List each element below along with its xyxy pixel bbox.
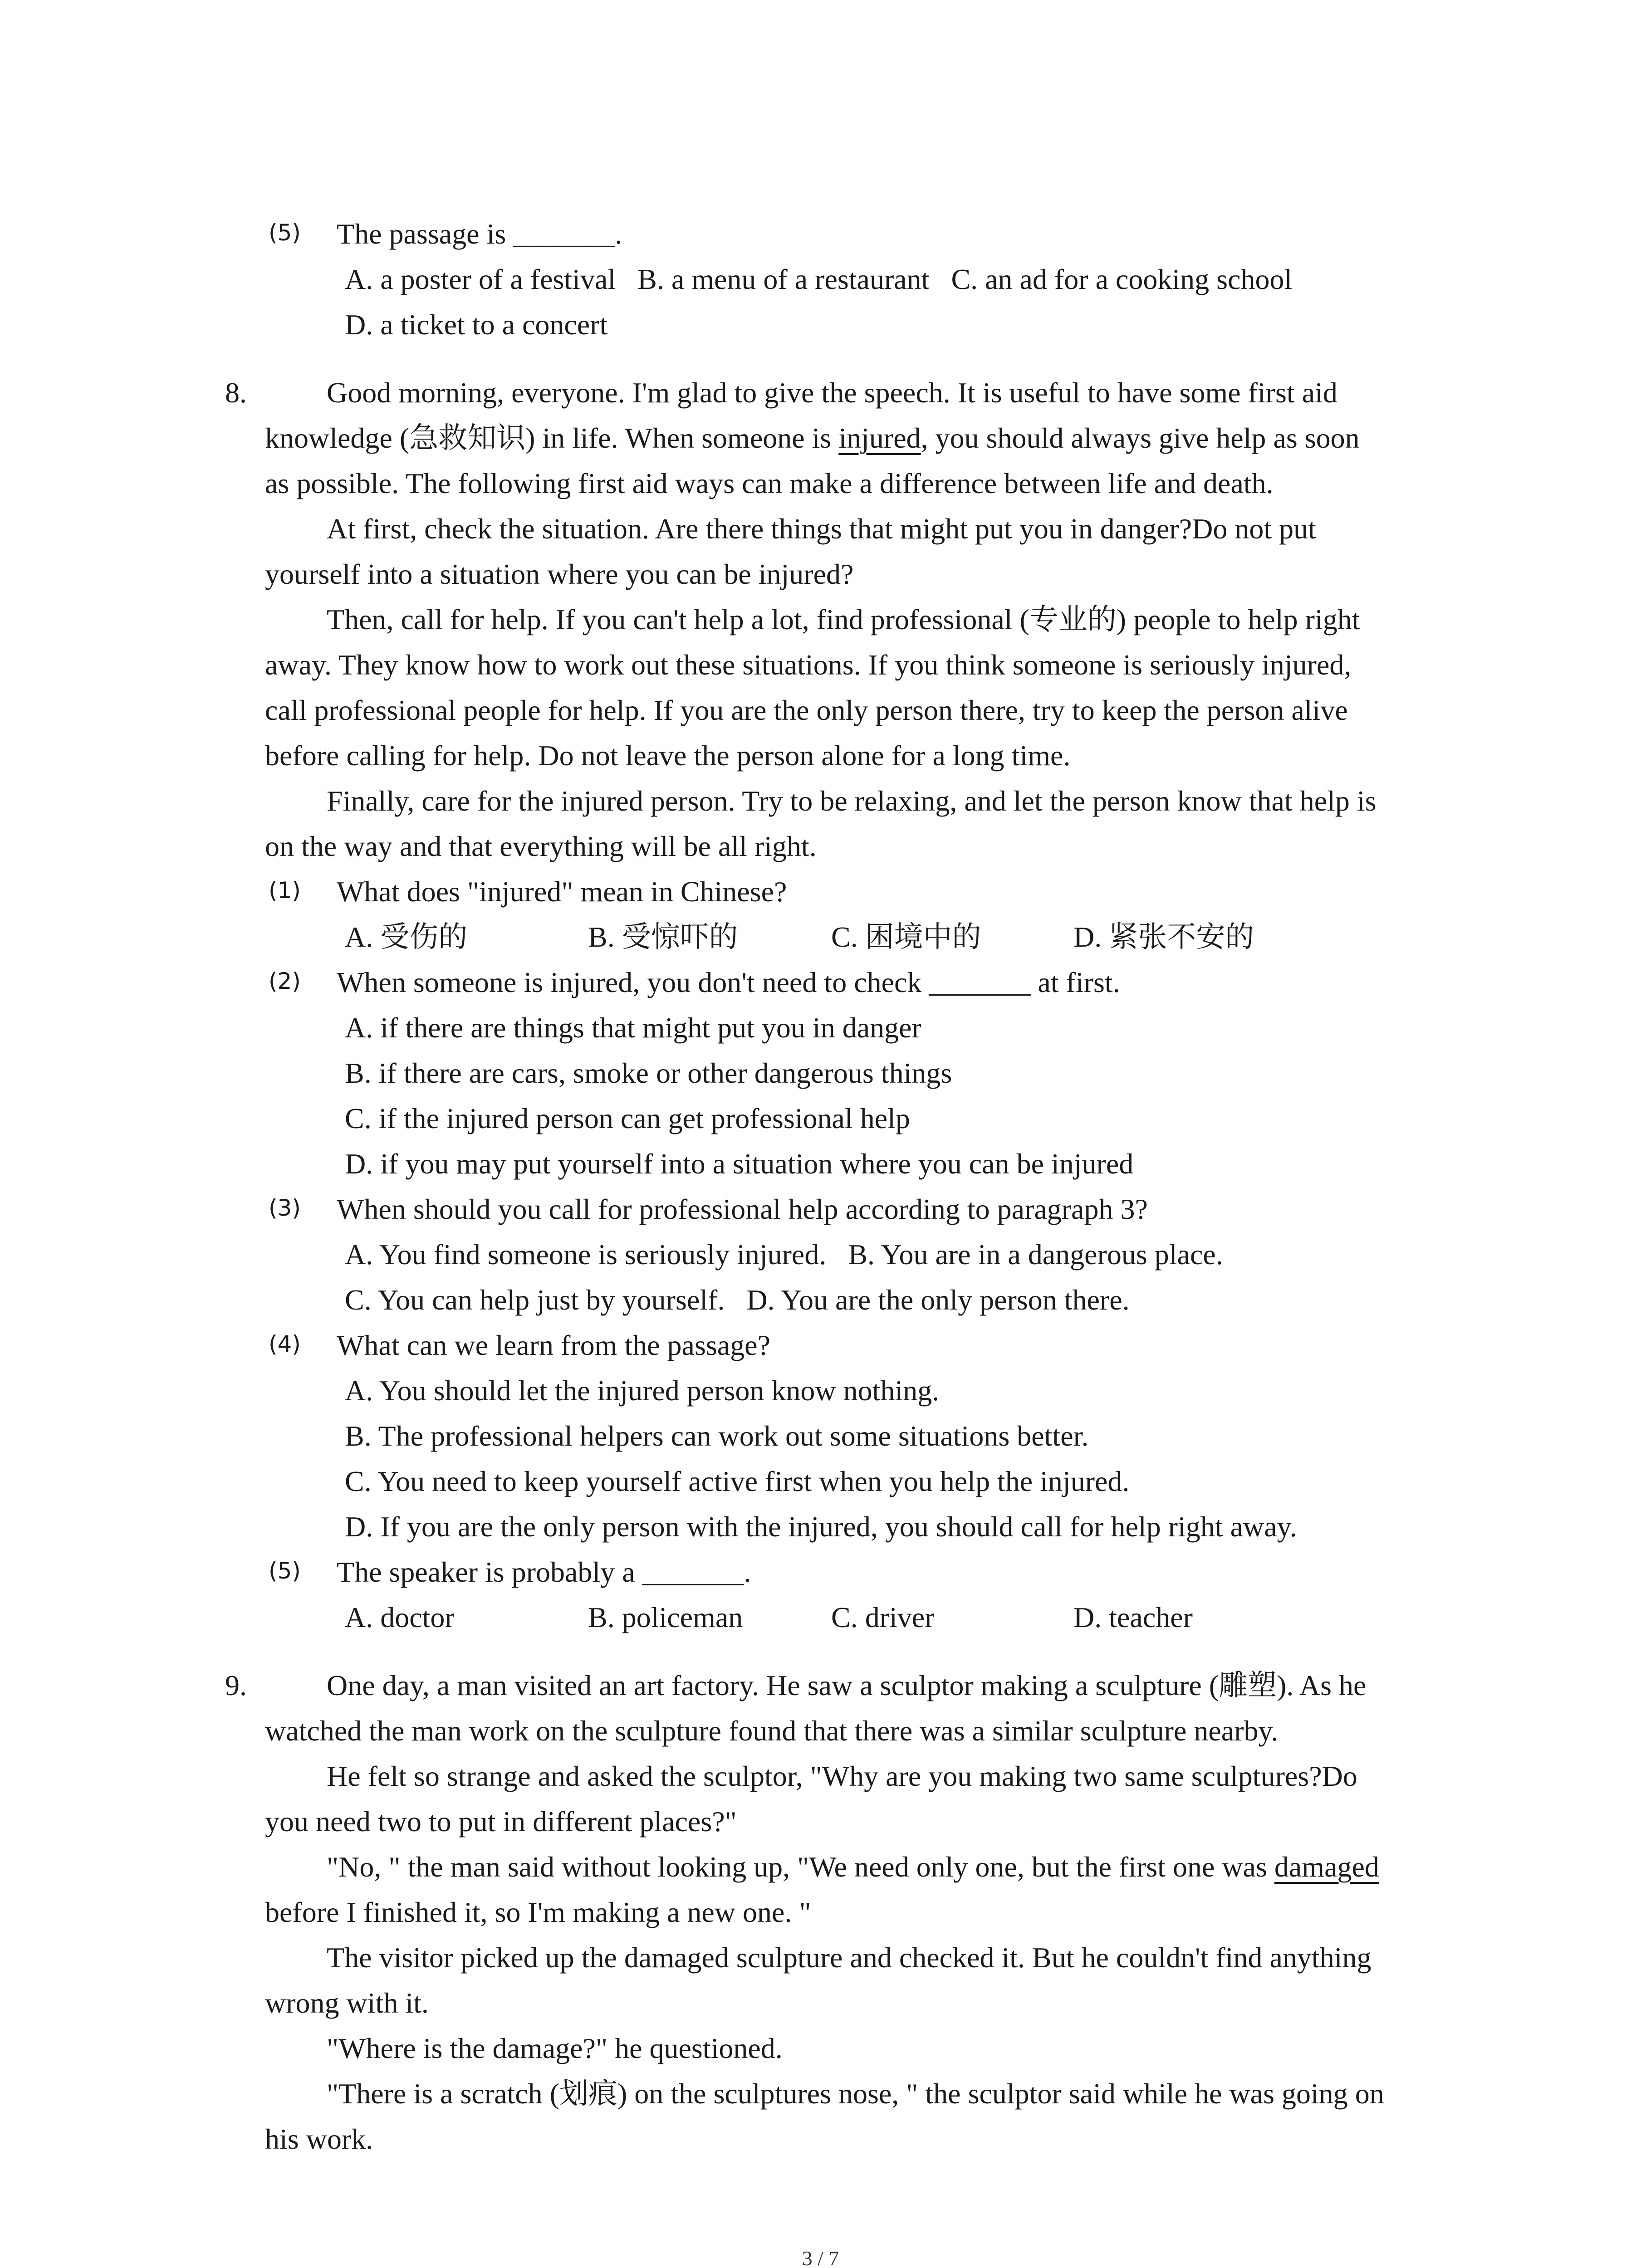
option-d: D. if you may put yourself into a situation where you can be injured	[345, 1148, 1134, 1180]
option-c: C. 困境中的	[831, 921, 981, 953]
sub-number: (2)	[269, 968, 301, 994]
option-c: C. driver	[831, 1601, 935, 1633]
passage-line: wrong with it.	[265, 1987, 429, 2019]
text-span: knowledge (急救知识) in life. When someone is	[265, 422, 839, 454]
sub-question-stem: When someone is injured, you don't need to check _______ at first.	[337, 966, 1120, 998]
text-span: "No, " the man said without looking up, "We need only one, but the first one was	[327, 1851, 1274, 1883]
option-d: D. 紧张不安的	[1073, 921, 1254, 953]
question-number: 8.	[225, 376, 247, 409]
option-d: D. If you are the only person with the injured, you should call for help right away.	[345, 1510, 1297, 1543]
options-line: C. You can help just by yourself. D. You are the only person there.	[345, 1284, 1130, 1316]
sub-question-stem: The passage is _______.	[337, 218, 622, 250]
sub-question-stem: When should you call for professional help according to paragraph 3?	[337, 1193, 1148, 1225]
options-line: A. You find someone is seriously injured. B. You are in a dangerous place.	[345, 1238, 1223, 1271]
passage-line: his work.	[265, 2123, 373, 2155]
option-a: A. 受伤的	[345, 921, 468, 953]
passage-line: The visitor picked up the damaged sculpture and checked it. But he couldn't find anything	[327, 1941, 1372, 1974]
passage-line: away. They know how to work out these situations. If you think someone is seriously injured,	[265, 649, 1352, 681]
passage-line: before calling for help. Do not leave the person alone for a long time.	[265, 739, 1071, 772]
options-line: A. a poster of a festival B. a menu of a restaurant C. an ad for a cooking school	[345, 263, 1293, 295]
passage-line: "There is a scratch (划痕) on the sculptures nose, " the sculptor said while he was going on	[327, 2077, 1384, 2110]
option-b: B. if there are cars, smoke or other dangerous things	[345, 1057, 952, 1089]
question-number: 9.	[225, 1669, 247, 1701]
sub-question-stem: What does "injured" mean in Chinese?	[337, 875, 787, 908]
underlined-word: injured	[838, 422, 921, 454]
text-span: , you should always give help as soon	[921, 422, 1360, 454]
option-a: A. if there are things that might put you in danger	[345, 1012, 921, 1044]
sub-number: (5)	[269, 220, 301, 246]
sub-number: (1)	[269, 877, 301, 904]
passage-line: before I finished it, so I'm making a new one. "	[265, 1896, 811, 1928]
passage-line: "Where is the damage?" he questioned.	[327, 2032, 783, 2064]
option-b: B. The professional helpers can work out some situations better.	[345, 1420, 1089, 1452]
passage-line: you need two to put in different places?"	[265, 1805, 737, 1838]
options-line: D. a ticket to a concert	[345, 308, 608, 341]
option-b: B. policeman	[588, 1601, 743, 1633]
option-c: C. if the injured person can get professional help	[345, 1102, 910, 1134]
option-a: A. You should let the injured person know nothing.	[345, 1374, 940, 1407]
passage-line: At first, check the situation. Are there things that might put you in danger?Do not put	[327, 513, 1316, 545]
passage-line: Finally, care for the injured person. Try to be relaxing, and let the person know that help is	[327, 785, 1376, 817]
passage-line: call professional people for help. If you are the only person there, try to keep the person alive	[265, 694, 1348, 726]
underlined-word: damaged	[1274, 1851, 1379, 1883]
passage-line: watched the man work on the sculpture found that there was a similar sculpture nearby.	[265, 1715, 1279, 1747]
option-b: B. 受惊吓的	[588, 921, 738, 953]
passage-line: One day, a man visited an art factory. He saw a sculptor making a sculpture (雕塑). As he	[327, 1669, 1367, 1701]
passage-line	[327, 1853, 1379, 1882]
option-a: A. doctor	[345, 1601, 455, 1633]
sub-question-stem: What can we learn from the passage?	[337, 1329, 770, 1361]
passage-line: as possible. The following first aid ways can make a difference between life and death.	[265, 467, 1274, 499]
passage-line: yourself into a situation where you can be injured?	[265, 558, 854, 590]
passage-line: Then, call for help. If you can't help a lot, find professional (专业的) people to help right	[327, 603, 1360, 635]
passage-line: He felt so strange and asked the sculptor, "Why are you making two same sculptures?Do	[327, 1760, 1357, 1792]
sub-question-stem: The speaker is probably a _______.	[337, 1556, 751, 1588]
passage-line	[265, 424, 1360, 453]
sub-number: (4)	[269, 1331, 301, 1357]
option-d: D. teacher	[1073, 1601, 1193, 1633]
passage-line: on the way and that everything will be all right.	[265, 830, 817, 862]
passage-line: Good morning, everyone. I'm glad to give the speech. It is useful to have some first aid	[327, 376, 1337, 409]
sub-number: (3)	[269, 1195, 301, 1221]
option-c: C. You need to keep yourself active first when you help the injured.	[345, 1465, 1130, 1497]
sub-number: (5)	[269, 1558, 301, 1584]
page-number: 3 / 7	[802, 2247, 839, 2268]
